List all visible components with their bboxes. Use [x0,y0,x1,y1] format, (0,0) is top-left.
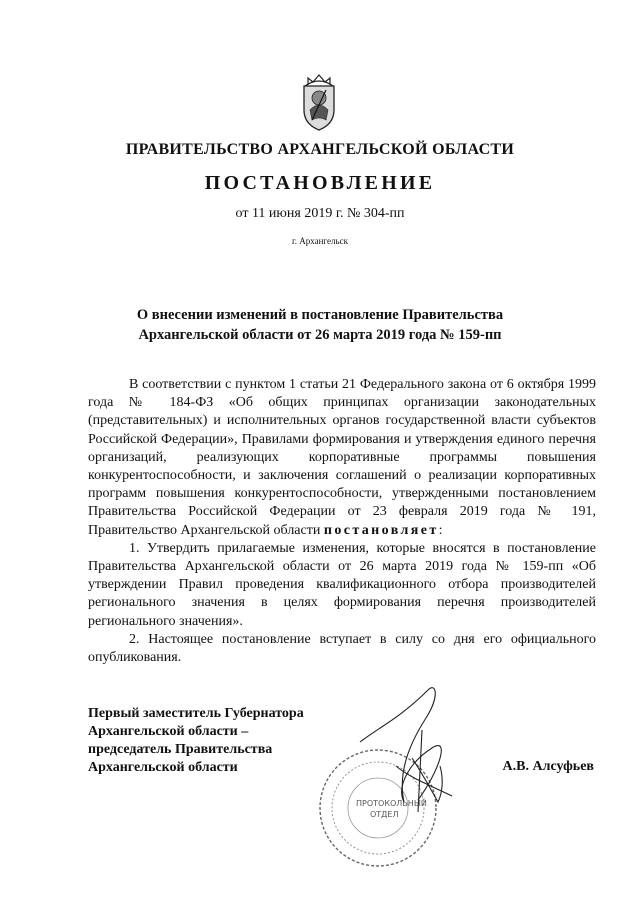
stamp-line: ОТДЕЛ [370,810,399,819]
government-title: ПРАВИТЕЛЬСТВО АРХАНГЕЛЬСКОЙ ОБЛАСТИ [125,141,515,158]
decree-word: постановляет [323,522,439,538]
document-subject [90,305,550,345]
official-stamp-icon [300,670,500,885]
document-city: г. Архангельск [292,236,348,246]
clause-2: 2. Настоящее постановление вступает в силу со дня его официального опубликования. [88,631,596,666]
coat-of-arms-icon [296,72,342,132]
signer-title [88,705,304,777]
document-body [88,376,596,667]
subject-line: Архангельской области от 26 марта 2019 года № 159-пп [138,327,502,343]
document-date-number: от 11 июня 2019 г. № 304-пп [235,206,405,221]
document-type: ПОСТАНОВЛЕНИЕ [204,172,436,194]
clause-1: 1. Утвердить прилагаемые изменения, которые вносятся в постановление Правительства Архангельской области от 26 марта 2019 года № 159-пп «Об утверждении Правил проведения квалификационного отбора производителей регионального значения в целях формирования перечня производителей регионального значения». [88,540,596,629]
signer-title-line: Архангельской области – [88,724,249,739]
signer-title-line: председатель Правительства [88,742,273,757]
stamp-line: ПРОТОКОЛЬНЫЙ [356,799,427,808]
handwritten-signature-icon [360,688,452,812]
preamble-text: В соответствии с пунктом 1 статьи 21 Федерального закона от 6 октября 1999 года № 184-ФЗ «Об общих принципах организации законодательных (представительных) и исполнительных органов государственной власти субъектов Российской Федерации», Правилами формирования и утверждения единого перечня организаций, реализующих корпоративные программы повышения конкурентоспособности, и заключения соглашений о реализации корпоративных программ повышения конкурентоспособности, утвержденными постановлением Правительства Российской Федерации от 23 февраля 2019 года № 191, Правительство Архангельской области [88,377,596,538]
signer-title-line: Первый заместитель Губернатора [88,706,304,721]
signer-name: А.В. Алсуфьев [502,759,594,774]
signer-title-line: Архангельской области [88,760,238,775]
subject-line: О внесении изменений в постановление Правительства [136,307,504,323]
preamble-paragraph: В соответствии с пунктом 1 статьи 21 Федерального закона от 6 октября 1999 года № 184-ФЗ «Об общих принципах организации законодательных (представительных) и исполнительных органов государственной власти субъектов Российской Федерации», Правилами формирования и утверждения единого перечня организаций, реализующих корпоративные программы повышения конкурентоспособности, и заключения соглашений о реализации корпоративных программ повышения конкурентоспособности, утвержденными постановлением Правительства Российской Федерации от 23 февраля 2019 года № 191, Правительство Архангельской области постановляет: [88,377,596,538]
